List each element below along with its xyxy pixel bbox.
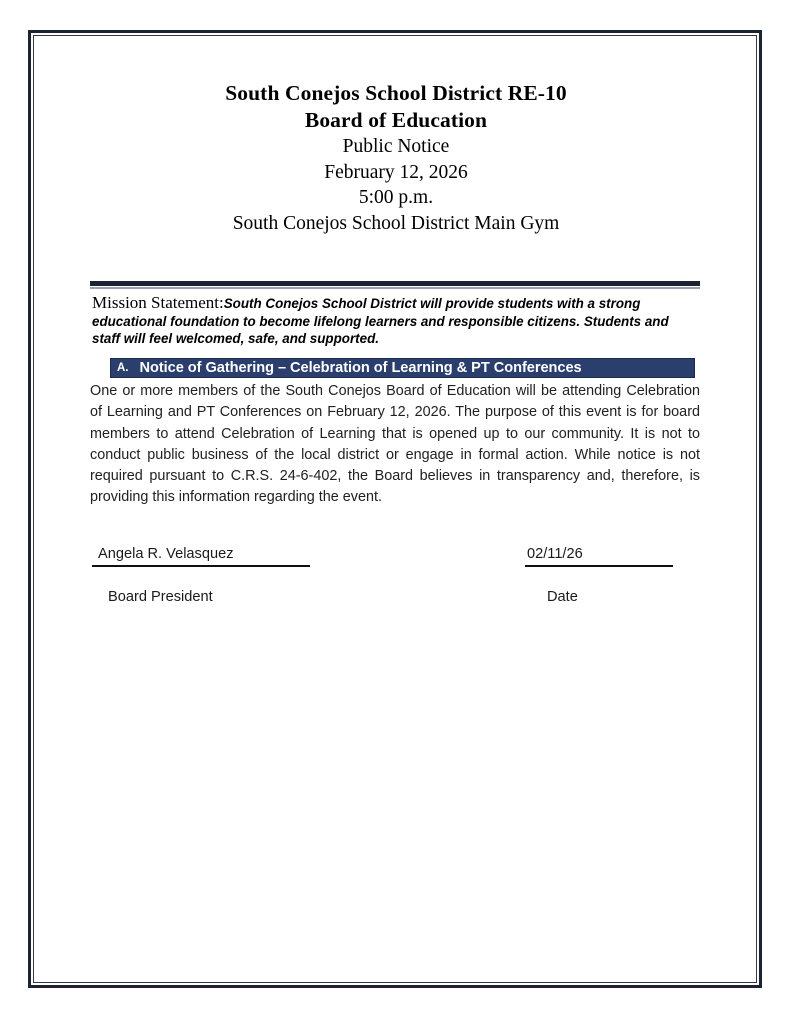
signature-name-rule [92,565,310,567]
board-name: Board of Education [304,108,488,132]
section-divider-rule [90,281,700,289]
meeting-time: 5:00 p.m. [358,187,434,208]
document-header [90,80,702,236]
signature-date-value: 02/11/26 [527,546,583,562]
signature-date-rule [525,565,673,567]
signature-name-caption: Board President [108,589,213,605]
signature-date-caption: Date [547,589,578,605]
section-title: Notice of Gathering – Celebration of Learning & PT Conferences [139,360,582,376]
mission-statement-label: Mission Statement: [92,293,224,312]
signature-block [90,545,700,625]
district-name: South Conejos School District RE-10 [225,81,567,105]
divider-thin-line [90,287,700,289]
section-letter: A. [117,362,129,374]
notice-type: Public Notice [342,136,450,157]
signature-name-column [92,545,312,605]
document-content [90,80,702,605]
mission-statement [92,294,698,348]
meeting-date: February 12, 2026 [324,161,468,183]
signature-name-value: Angela R. Velasquez [98,546,234,562]
mission-statement-text: South Conejos School District will provide students with a strong educational foundation to become lifelong learners and responsible citizens. Students and staff will feel welcomed, safe, and supported. [92,296,669,346]
meeting-location: South Conejos School District Main Gym [232,212,560,234]
section-body-text: One or more members of the South Conejos Board of Education will be attending Celebration of Learning and PT Conferences on February 12, 2026. The purpose of this event is for board members to attend Celebration of Learning that is opened up to our community. It is not to conduct public business of the local district or engage in formal action. While notice is not required pursuant to C.R.S. 24-6-402, the Board believes in transparency and, therefore, is providing this information regarding the event. [90,383,700,506]
section-heading-bar [110,358,695,378]
signature-date-column [525,545,675,605]
